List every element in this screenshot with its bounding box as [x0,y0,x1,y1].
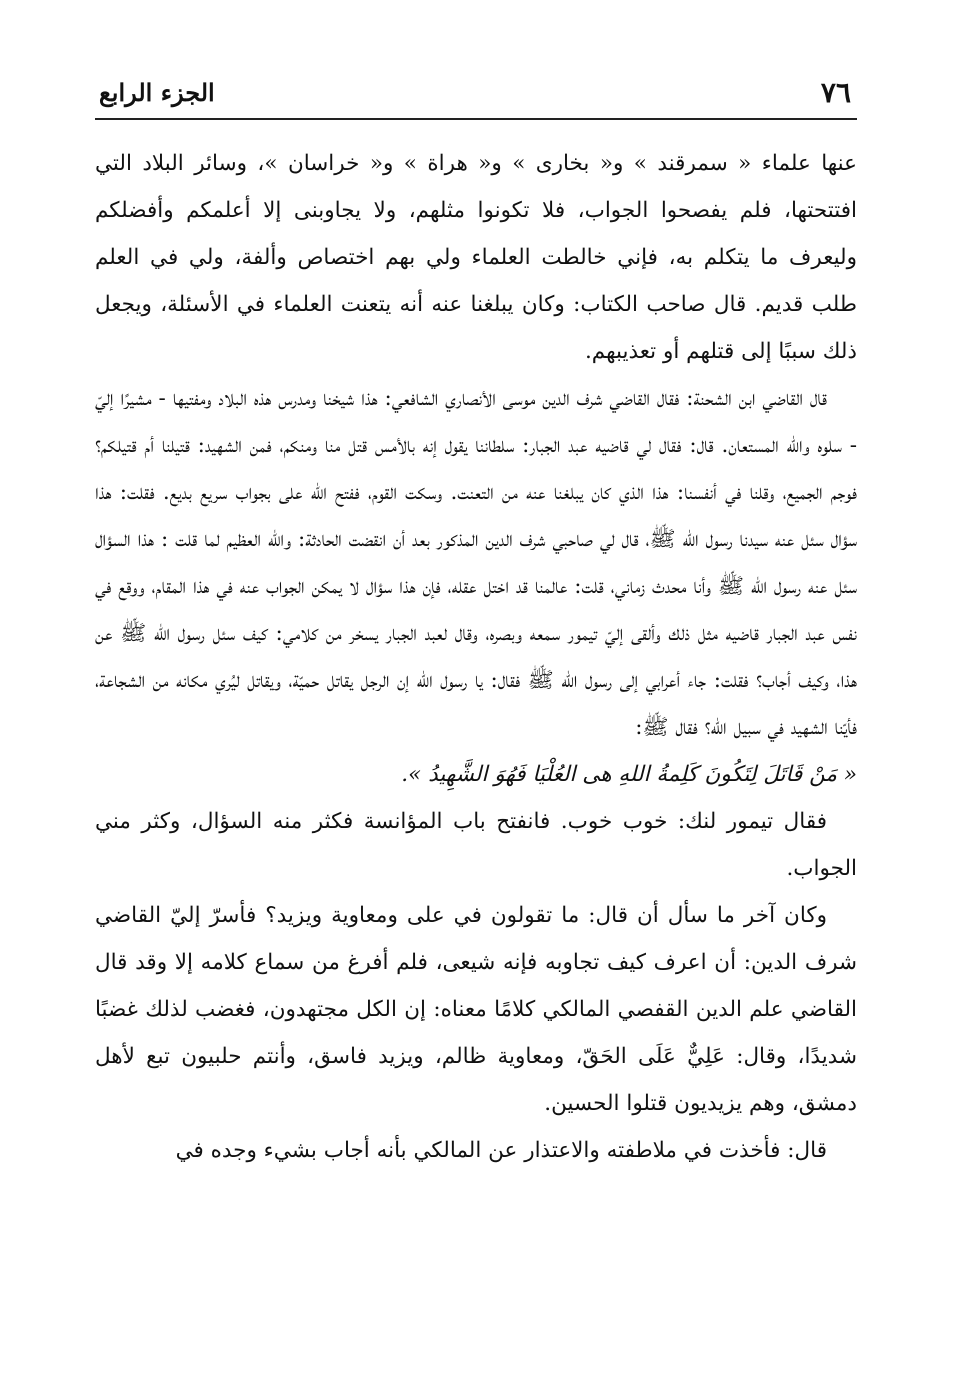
running-title: الجزء الرابع [99,78,215,107]
paragraph: قال القاضي ابن الشحنة: فقال القاضي شرف الدين موسى الأنصاري الشافعي: هذا شيخنا ومدرس هذه البلاد ومفتيها - مشيرًا إليّ - سلوه والله المستعان. قال: فقال لي قاضيه عبد الجبار: سلطاننا يقول إنه بالأمس قتل منا ومنكم، فمن الشهيد: قتيلنا أم قتيلكم؟ فوجم الجميع، وقلنا في أنفسنا: هذا الذي كان يبلغنا عنه من التعنت. وسكت القوم، ففتح الله على بجواب سريع بديع. فقلت: هذا سؤال سئل عنه سيدنا رسول الله ﷺ، قال لي صاحبي شرف الدين المذكور بعد أن انقضت الحادثة: والله العظيم لما قلت : هذا السؤال سئل عنه رسول الله ﷺ وأنا محدث زماني، قلت: عالمنا قد اختل عقله، فإن هذا سؤال لا يمكن الجواب عنه في هذا المقام، ووقع في نفس عبد الجبار قاضيه مثل ذلك وألقى إليّ تيمور سمعه وبصره، وقال لعبد الجبار يسخر من كلامي: كيف سئل رسول الله ﷺ عن هذا، وكيف أجاب؟ فقلت: جاء أعرابي إلى رسول الله ﷺ فقال: يا رسول الله إن الرجل يقاتل حميّة، ويقاتل ليُري مكانه من الشجاعة، فأيّنا الشهيد في سبيل الله؟ فقال ﷺ: [95,386,857,740]
body-text [95,140,857,1174]
paragraph: قال: فأخذت في ملاطفته والاعتذار عن المالكي بأنه أجاب بشيء وجده في [175,1138,827,1163]
paragraph: فقال تيمور لنك: خوب خوب. فانفتح باب المؤانسة فكثر منه السؤال، وكثر مني الجواب. [95,809,857,881]
page-header [95,72,857,120]
paragraph: وكان آخر ما سأل أن قال: ما تقولون في على ومعاوية ويزيد؟ فأسرّ إليّ القاضي شرف الدين: أن اعرف كيف تجاوبه فإنه شيعى، فلم أفرغ من سماع كلامه إلا وقد قال القاضي علم الدين القفصي المالكي كلامًا معناه: إن الكل مجتهدون، فغضب لذلك غضبًا شديدًا، وقال: عَلِيٌّ عَلَى الحَقّ، ومعاوية ظالم، ويزيد فاسق، وأنتم حلبيون تبع لأهل دمشق، وهم يزيديون قتلوا الحسين. [95,903,857,1116]
page-number: ٧٦ [820,76,851,109]
hadith-quote: « مَنْ قَاتَلَ لِتَكُونَ كَلِمةُ اللهِ هى العُلْيَا فَهُوَ الشَّهِيدُ ». [401,762,857,787]
paragraph: عنها علماء « سمرقند » و« بخارى » و« هراة » و« خراسان »، وسائر البلاد التي افتتحتها، فلم يفصحوا الجواب، فلا تكونوا مثلهم، ولا يجاوبنى إلا أعلمكم وأفضلكم وليعرف ما يتكلم به، فإني خالطت العلماء ولي بهم اختصاص وألفة، ولي في العلم طلب قديم. قال صاحب الكتاب: وكان يبلغنا عنه أنه يتعنت العلماء في الأسئلة، ويجعل ذلك سببًا إلى قتلهم أو تعذيبهم. [95,151,857,364]
